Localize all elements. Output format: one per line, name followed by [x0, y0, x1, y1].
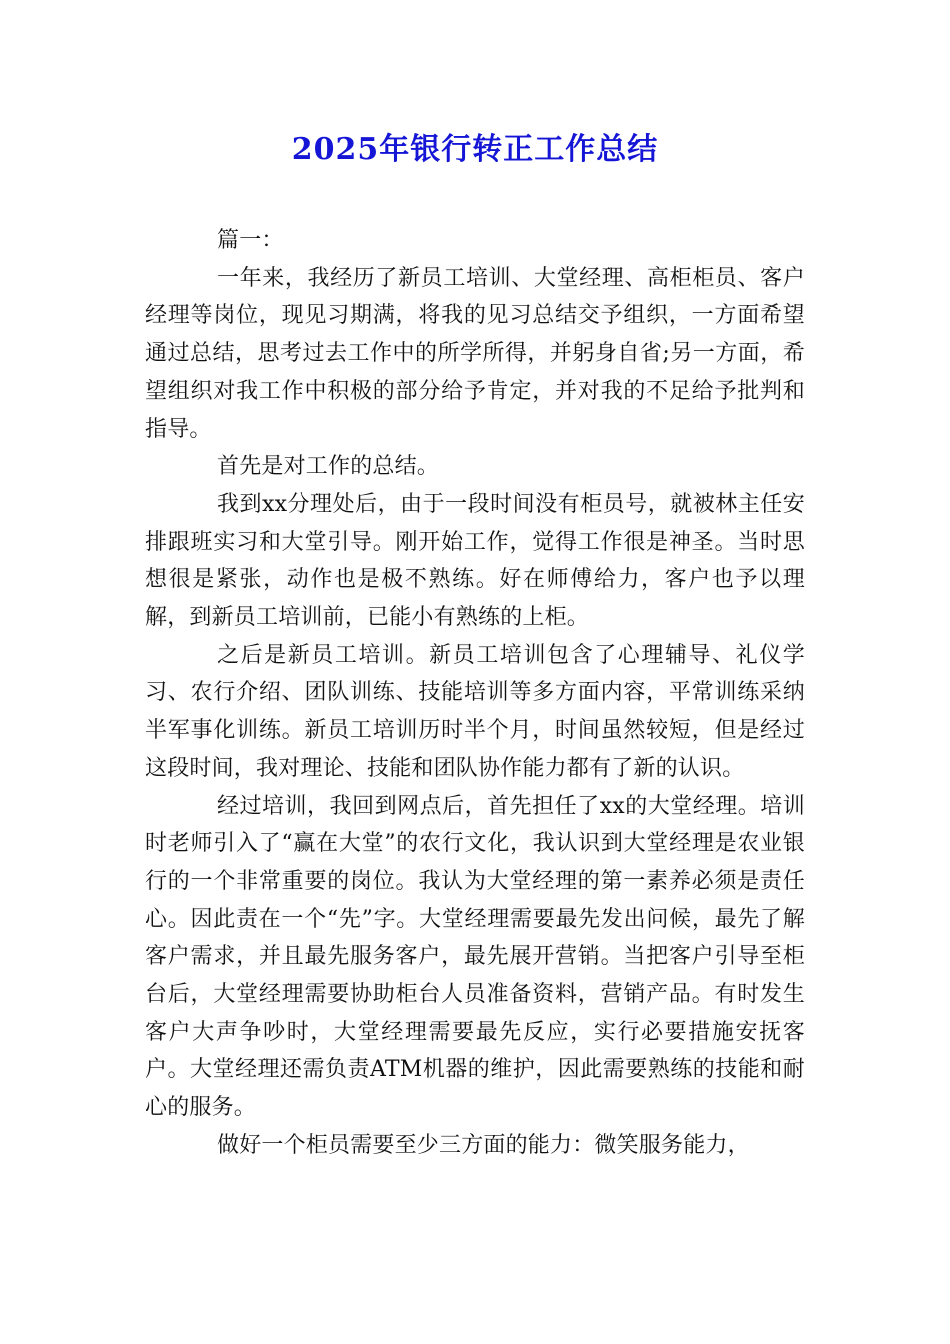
paragraph: 经过培训，我回到网点后，首先担任了xx的大堂经理。培训时老师引入了“赢在大堂”的农行文化，我认识到大堂经理是农业银行的一个非常重要的岗位。我认为大堂经理的第一素养必须是责任心。因此责在一个“先”字。大堂经理需要最先发出问候，最先了解客户需求，并且最先服务客户，最先展开营销。当把客户引导至柜台后，大堂经理需要协助柜台人员准备资料，营销产品。有时发生客户大声争吵时，大堂经理需要最先反应，实行必要措施安抚客户。大堂经理还需负责ATM机器的维护，因此需要熟练的技能和耐心的服务。 [145, 793, 805, 1121]
document-title: 2025年银行转正工作总结 [291, 132, 659, 167]
paragraph: 一年来，我经历了新员工培训、大堂经理、高柜柜员、客户经理等岗位，现见习期满，将我的见习总结交予组织，一方面希望通过总结，思考过去工作中的所学所得，并躬身自省;另一方面，希望组织对我工作中积极的部分给予肯定，并对我的不足给予批判和指导。 [145, 265, 805, 442]
paragraph: 首先是对工作的总结。 [217, 454, 440, 480]
paragraph-heading: 篇一： [217, 228, 284, 253]
paragraph: 做好一个柜员需要至少三方面的能力：微笑服务能力， [217, 1132, 750, 1158]
paragraph: 之后是新员工培训。新员工培训包含了心理辅导、礼仪学习、农行介绍、团队训练、技能培训等多方面内容，平常训练采纳半军事化训练。新员工培训历时半个月，时间虽然较短，但是经过这段时间，我对理论、技能和团队协作能力都有了新的认识。 [145, 642, 805, 781]
paragraph: 我到xx分理处后，由于一段时间没有柜员号，就被林主任安排跟班实习和大堂引导。刚开始工作，觉得工作很是神圣。当时思想很是紧张，动作也是极不熟练。好在师傅给力，客户也予以理解，到新员工培训前，已能小有熟练的上柜。 [145, 491, 805, 631]
document-body [145, 222, 805, 1165]
